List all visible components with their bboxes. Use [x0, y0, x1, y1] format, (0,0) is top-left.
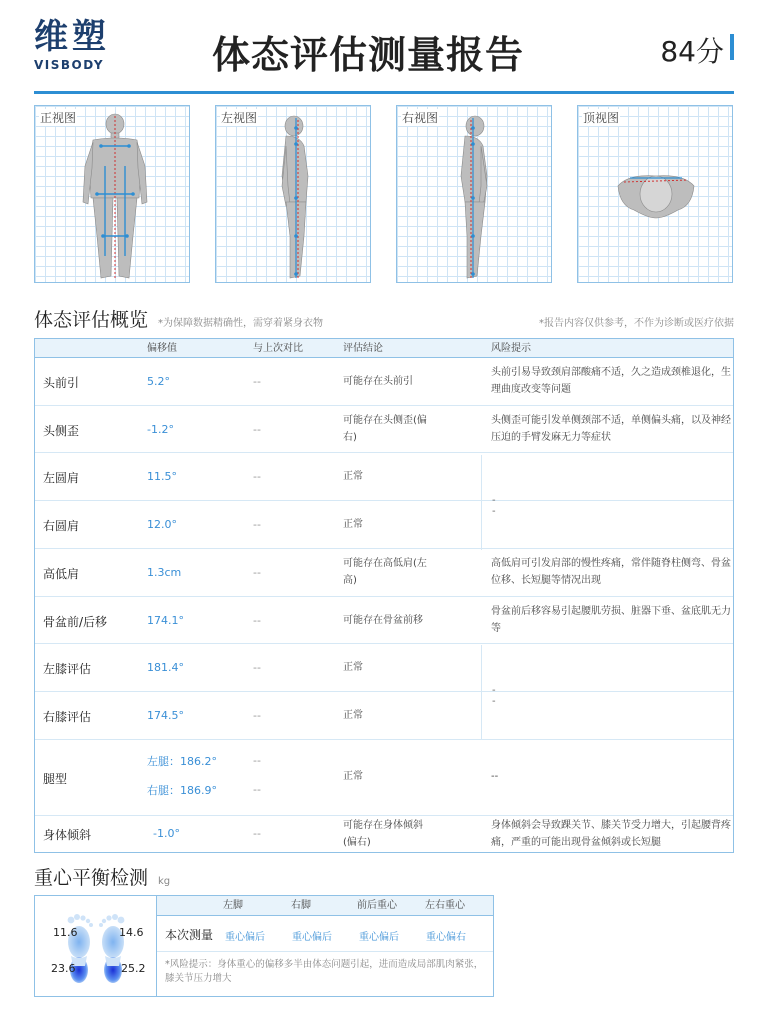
table-row[interactable]: [35, 816, 733, 852]
balance-row-current[interactable]: [157, 916, 493, 952]
row-name: 左膝评估: [43, 662, 92, 676]
report-header: [34, 0, 734, 92]
table-row[interactable]: [35, 501, 733, 549]
merged-risk-shoulders: [481, 455, 496, 550]
foot-pressure-map: [35, 896, 157, 996]
row-name: 高低肩: [43, 567, 80, 581]
row-compare: --: [253, 661, 261, 674]
view-label-top: 顶视图: [583, 111, 620, 125]
left-view-panel[interactable]: [215, 105, 371, 283]
overview-disclaimer: *报告内容仅供参考，不作为诊断或医疗依据: [539, 318, 734, 329]
row-conclusion: 正常: [343, 662, 363, 673]
row-risk: 高低肩可引发肩部的慢性疼痛，常伴随脊柱侧弯、骨盆位移、长短腿等情况出现: [491, 558, 731, 586]
view-label-right: 右视图: [402, 111, 439, 125]
row-conclusion: 可能存在头侧歪(偏右): [343, 415, 427, 443]
balance-unit: kg: [158, 876, 171, 887]
balance-heading: [34, 864, 734, 890]
row-compare-left-leg: --: [253, 754, 261, 767]
row-value: 5.2°: [147, 375, 170, 388]
row-value: -1.2°: [147, 423, 174, 436]
left-body-scan: [216, 106, 371, 283]
row-risk: 头前引易导致颈肩部酸痛不适，久之造成颈椎退化，生理曲度改变等问题: [491, 367, 731, 395]
posture-overview-table: [34, 338, 734, 853]
merged-risk-knees: [481, 645, 496, 740]
row-value: 181.4°: [147, 661, 184, 674]
col-offset: 偏移值: [147, 343, 177, 354]
logo-chinese: 维塑: [34, 17, 110, 57]
table-row[interactable]: [35, 406, 733, 453]
row-risk: --: [491, 771, 499, 782]
row-name: 右膝评估: [43, 710, 92, 724]
row-compare: --: [253, 375, 261, 388]
row-conclusion: 正常: [343, 471, 363, 482]
score-accent-bar: [730, 34, 734, 60]
row-name: 腿型: [43, 772, 68, 786]
row-value: 174.1°: [147, 614, 184, 627]
left-heel-weight: 23.6: [51, 962, 76, 975]
overview-subtitle: *为保障数据精确性，需穿着紧身衣物: [158, 318, 323, 329]
right-body-scan: [397, 106, 552, 283]
table-row[interactable]: [35, 644, 733, 692]
table-header: [35, 339, 733, 358]
col-right-foot: 右脚: [291, 900, 311, 911]
row-compare: --: [253, 614, 261, 627]
right-forefoot-weight: 14.6: [119, 926, 144, 939]
merged-risk-knees-text: --: [492, 685, 496, 707]
row-name: 头前引: [43, 376, 80, 390]
col-left-right: 左右重心: [425, 900, 465, 911]
row-name: 身体倾斜: [43, 828, 92, 842]
header-divider: [34, 91, 734, 94]
row-conclusion: 正常: [343, 519, 363, 530]
balance-risk-note: *风险提示：身体重心的偏移多半由体态问题引起，进而造成局部肌肉紧张，膝关节压力增大: [165, 959, 484, 984]
table-row[interactable]: [35, 692, 733, 740]
center-of-gravity-panel: [34, 895, 494, 997]
row-conclusion: 可能存在头前引: [343, 376, 413, 387]
table-row[interactable]: [35, 453, 733, 501]
col-conclusion: 评估结论: [343, 343, 383, 354]
row-compare: --: [253, 518, 261, 531]
balance-table-header: [157, 896, 493, 916]
overview-title: 体态评估概览: [34, 309, 149, 331]
top-view-panel[interactable]: [577, 105, 733, 283]
view-label-left: 左视图: [221, 111, 258, 125]
right-foot-result: 重心偏后: [292, 932, 332, 943]
brand-logo: [34, 18, 124, 72]
front-body-scan: [35, 106, 190, 283]
merged-risk-shoulders-text: --: [492, 495, 496, 517]
row-conclusion: 正常: [343, 710, 363, 721]
row-value: 12.0°: [147, 518, 177, 531]
col-risk: 风险提示: [491, 343, 531, 354]
row-conclusion: 正常: [343, 771, 363, 782]
score-value: 84分: [660, 35, 724, 68]
row-name: 右圆肩: [43, 519, 80, 533]
view-label-front: 正视图: [40, 111, 77, 125]
current-measurement-label: 本次测量: [165, 928, 214, 942]
page-title: 体态评估测量报告: [212, 33, 525, 77]
row-value: 1.3cm: [147, 566, 182, 579]
left-right-result: 重心偏右: [426, 932, 466, 943]
overview-heading: [34, 306, 734, 332]
right-view-panel[interactable]: [396, 105, 552, 283]
row-compare: --: [253, 566, 261, 579]
left-forefoot-weight: 11.6: [53, 926, 78, 939]
row-value-right-leg: 右腿：186.9°: [147, 784, 217, 797]
body-scan-views: [34, 105, 734, 283]
balance-title: 重心平衡检测: [34, 867, 149, 889]
row-value: -1.0°: [153, 827, 180, 840]
row-name: 头侧歪: [43, 424, 80, 438]
row-risk: 骨盆前后移容易引起腰肌劳损、脏器下垂、盆底肌无力等: [491, 606, 731, 634]
right-heel-weight: 25.2: [121, 962, 146, 975]
table-row[interactable]: [35, 597, 733, 644]
row-risk: 身体倾斜会导致踝关节、膝关节受力增大，引起腰背疼痛，严重的可能出现骨盆倾斜或长短腿: [491, 820, 731, 848]
row-conclusion: 可能存在高低肩(左高): [343, 558, 427, 586]
col-front-back: 前后重心: [357, 900, 397, 911]
row-compare: --: [253, 827, 261, 840]
row-compare: --: [253, 470, 261, 483]
table-row[interactable]: [35, 740, 733, 816]
balance-table: [157, 896, 493, 996]
row-compare: --: [253, 709, 261, 722]
col-compare: 与上次对比: [253, 343, 303, 354]
front-view-panel[interactable]: [34, 105, 190, 283]
col-left-foot: 左脚: [223, 900, 243, 911]
row-compare-right-leg: --: [253, 783, 261, 796]
left-foot-result: 重心偏后: [225, 932, 265, 943]
row-conclusion: 可能存在身体倾斜(偏右): [343, 820, 423, 848]
top-body-scan: [578, 106, 733, 283]
table-row[interactable]: [35, 549, 733, 597]
row-risk: 头侧歪可能引发单侧颈部不适，单侧偏头痛，以及神经压迫的手臂发麻无力等症状: [491, 415, 731, 443]
row-value: 174.5°: [147, 709, 184, 722]
row-compare: --: [253, 423, 261, 436]
table-row[interactable]: [35, 358, 733, 406]
row-name: 左圆肩: [43, 471, 80, 485]
row-value: 11.5°: [147, 470, 177, 483]
row-value-left-leg: 左腿：186.2°: [147, 755, 217, 768]
row-name: 骨盆前/后移: [43, 615, 108, 629]
footprint-icon: [35, 896, 157, 996]
front-back-result: 重心偏后: [359, 932, 399, 943]
logo-english: VISBODY: [34, 58, 105, 72]
row-conclusion: 可能存在骨盆前移: [343, 615, 423, 626]
